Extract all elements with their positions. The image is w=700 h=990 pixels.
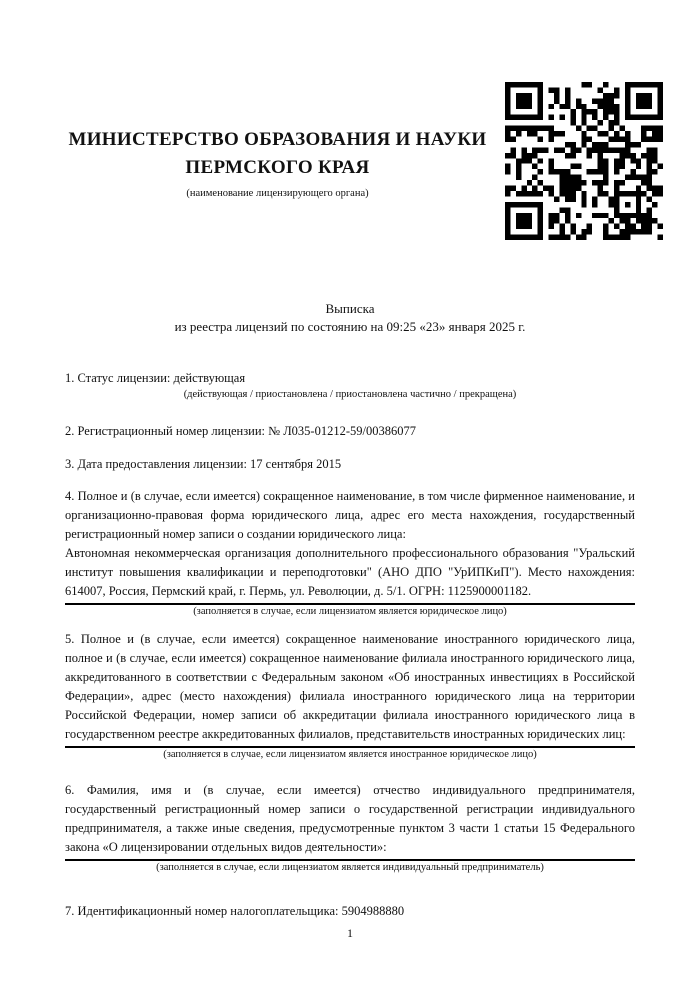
item-license-status (65, 369, 635, 401)
document-title-line2: из реестра лицензий по состоянию на 09:25 «23» января 2025 г. (174, 318, 526, 334)
item-grant-date (65, 455, 635, 474)
item-caption: (заполняется в случае, если лицензиатом является индивидуальный предприниматель) (156, 862, 544, 873)
item-text: 7. Идентификационный номер налогоплательщика: 5904988880 (65, 904, 405, 918)
item-text: 6. Фамилия, имя и (в случае, если имеется) отчество индивидуального предпринимателя, государственный регистрационный номер записи о государственной регистрации индивидуального предпринимателя, а также иные сведения, предусмотренные пунктом 3 части 1 статьи 15 Федерального закона «О лицензировании отдельных видов деятельности»: (65, 783, 635, 854)
item-text: 5. Полное и (в случае, если имеется) сокращенное наименование иностранного юридического лица, полное и (в случае, если имеется) сокращенное наименование филиала иностранного юридического лица, аккредитованного в соответствии с Федеральным законом «Об иностранных инвестициях в Российской Федерации», адрес (место нахождения) филиала иностранного юридического лица на территории Российской Федерации, номер записи об аккредитации филиала иностранного юридического лица в государственном реестре аккредитованных филиалов, представительств иностранных юридических лиц: (65, 632, 635, 741)
item-caption: (заполняется в случае, если лицензиатом является юридическое лицо) (193, 606, 507, 617)
item-value: Автономная некоммерческая организация дополнительного профессионального образования "Уральский институт повышения квалификации и переподготовки" (АНО ДПО "УрИПКиП"). Место нахождения: 614007, Россия, Пермский край, г. Пермь, ул. Революции, д. 5/1. ОГРН: 1125900001182. (65, 546, 635, 598)
authority-caption: (наименование лицензирующего органа) (186, 188, 369, 199)
item-legal-entity (65, 487, 635, 618)
item-caption: (заполняется в случае, если лицензиатом является иностранное юридическое лицо) (163, 749, 537, 760)
page-number: 1 (347, 926, 353, 940)
document-title (65, 300, 635, 335)
document-body (65, 0, 635, 921)
item-text: 3. Дата предоставления лицензии: 17 сентября 2015 (65, 457, 342, 471)
item-taxpayer-number (65, 902, 635, 921)
item-text: 2. Регистрационный номер лицензии: № Л035-01212-59/00386077 (65, 424, 416, 438)
item-foreign-entity (65, 630, 635, 761)
item-text: 4. Полное и (в случае, если имеется) сокращенное наименование, в том числе фирменное наименование, и организационно-правовая форма юридического лица, адрес его места нахождения, государственный регистрационный номер записи о создании юридического лица: (65, 489, 635, 541)
item-caption: (действующая / приостановлена / приостановлена частично / прекращена) (183, 389, 517, 400)
item-registration-number (65, 422, 635, 441)
ministry-name-line2: ПЕРМСКОГО КРАЯ (185, 157, 370, 178)
ministry-name-line1: МИНИСТЕРСТВО ОБРАЗОВАНИЯ И НАУКИ (68, 129, 487, 150)
item-text: 1. Статус лицензии: действующая (65, 371, 246, 385)
document-title-line1: Выписка (325, 301, 375, 316)
item-individual-entrepreneur (65, 781, 635, 874)
